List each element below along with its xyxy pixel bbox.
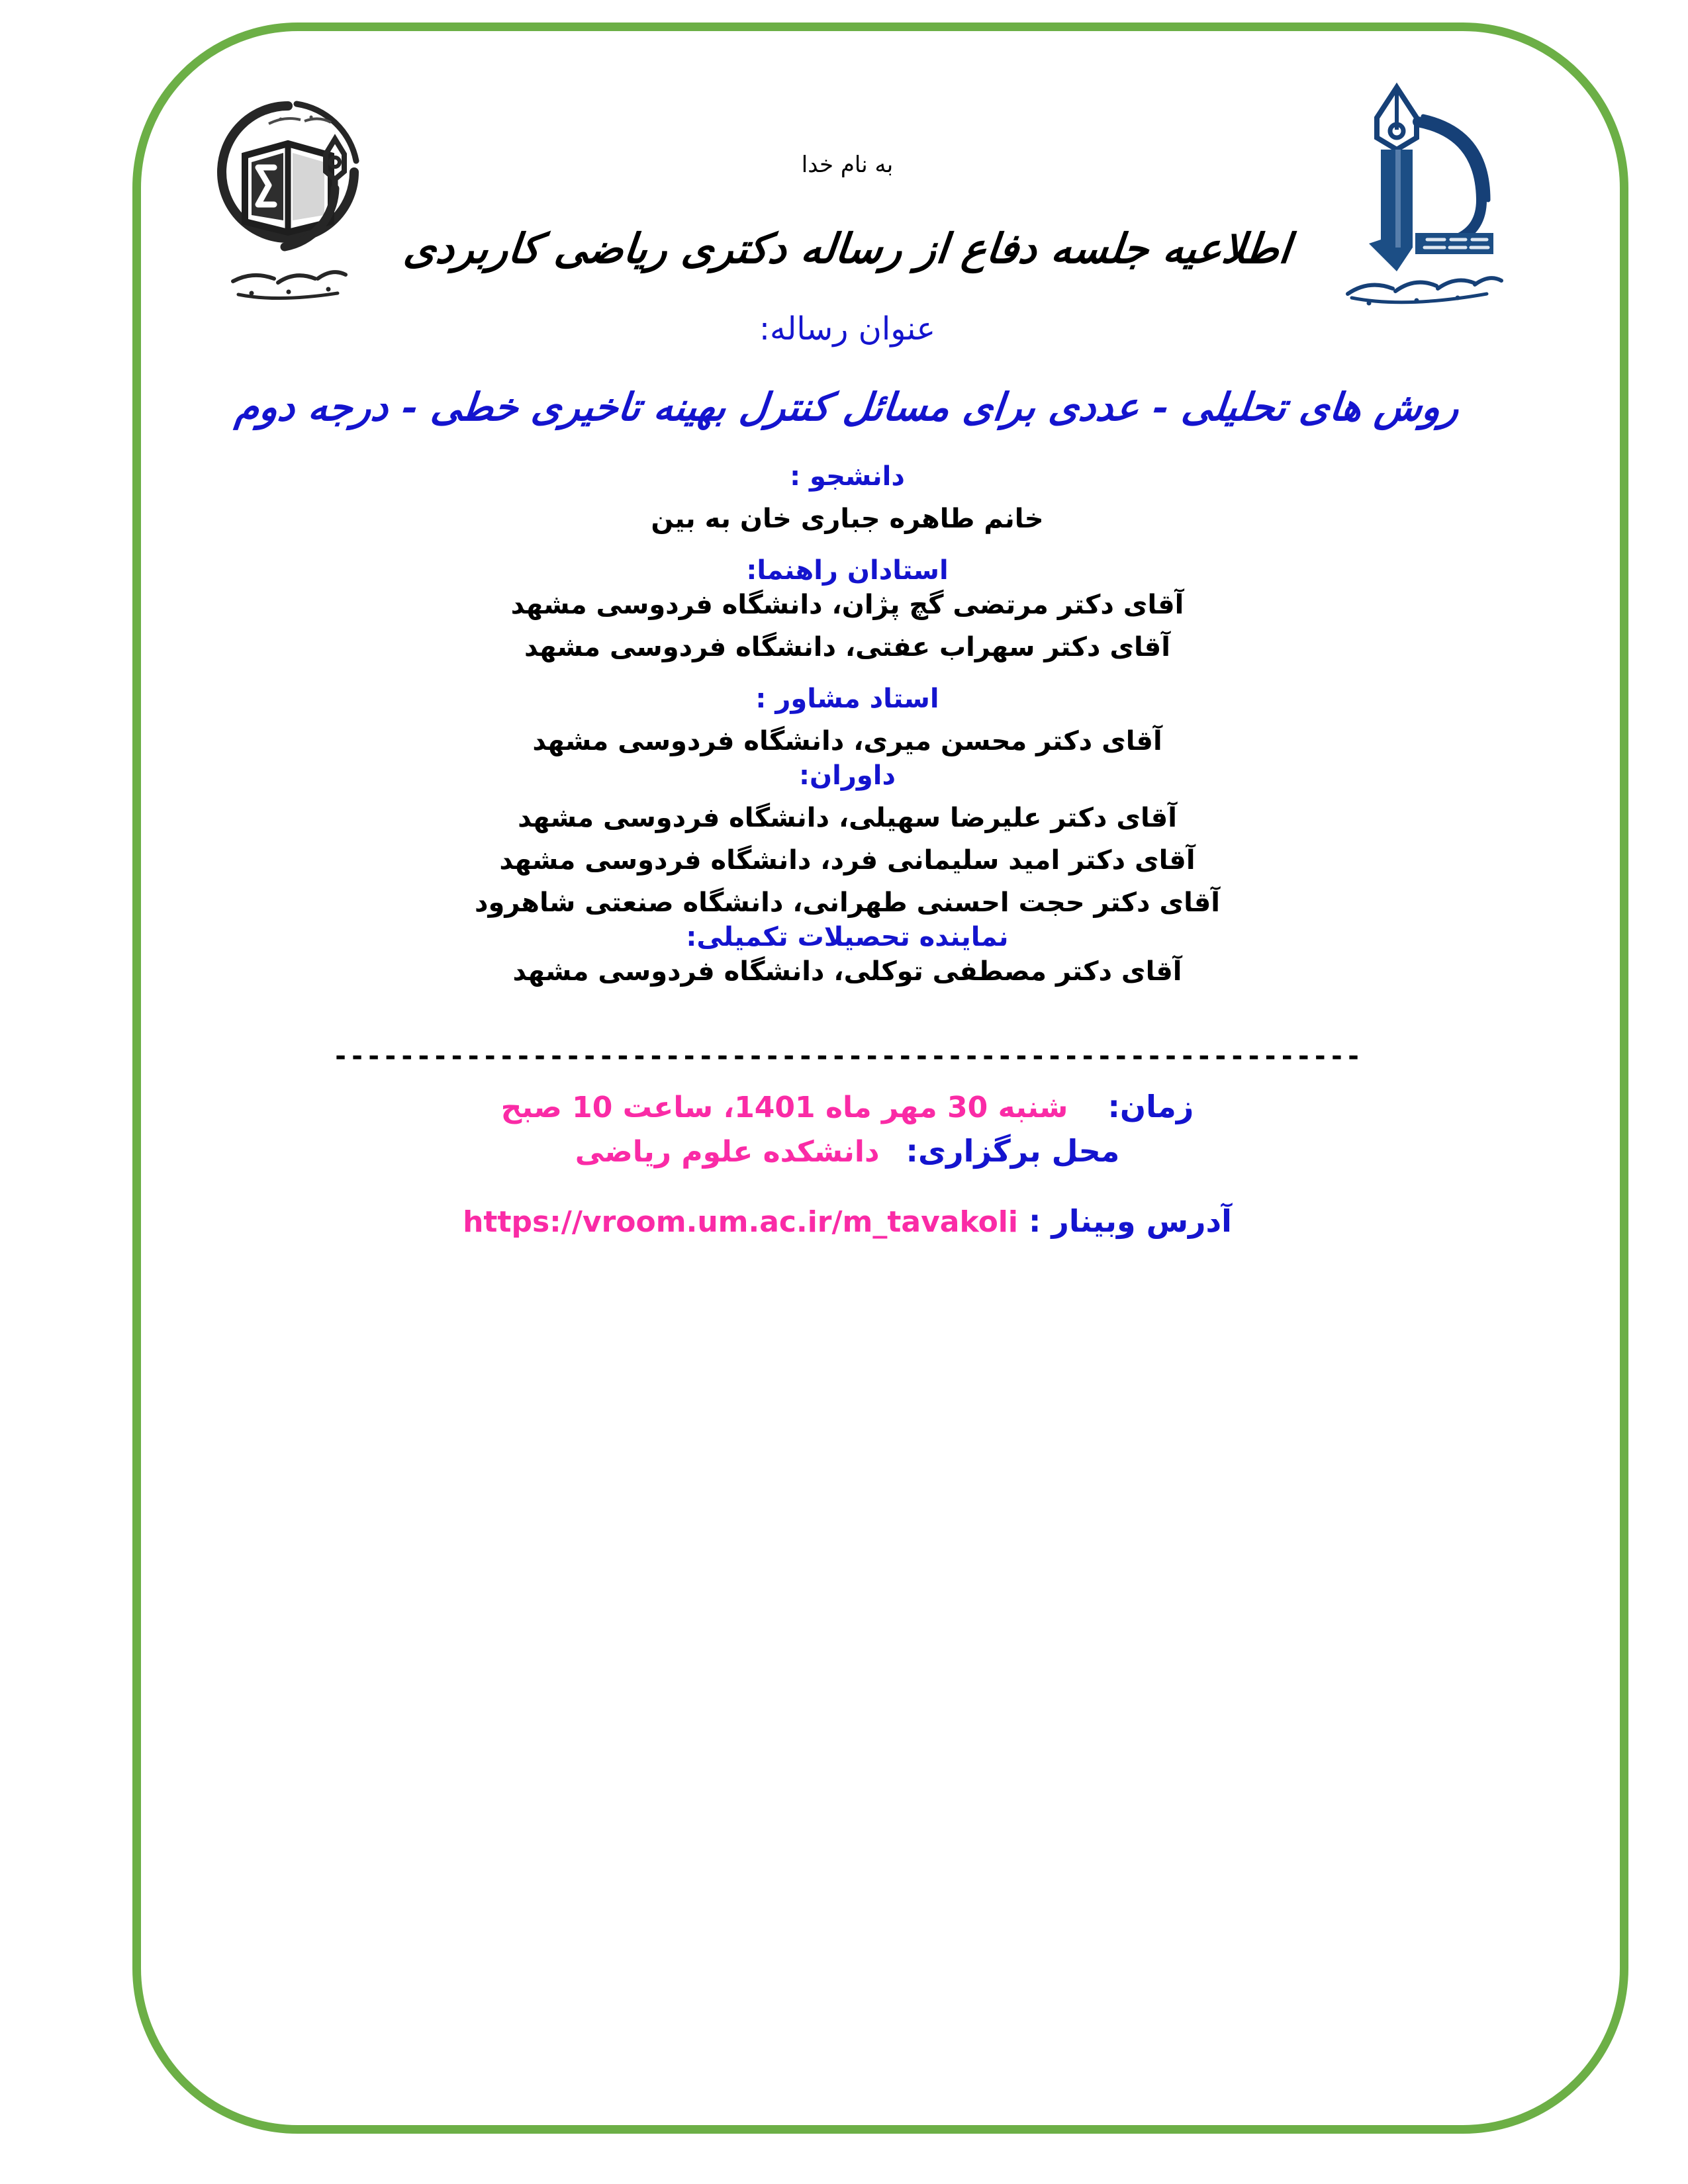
thesis-title-label: عنوان رساله:	[759, 310, 936, 348]
jury-item: آقای دکتر حجت احسنی طهرانی، دانشگاه صنعتی شاهرود	[474, 887, 1221, 918]
venue-label: محل برگزاری:	[906, 1133, 1120, 1169]
supervisor-item: آقای دکتر سهراب عفتی، دانشگاه فردوسی مشهد	[524, 631, 1170, 662]
venue-value: دانشکده علوم ریاضی	[575, 1135, 880, 1169]
student-name: خانم طاهره جباری خان به بین	[651, 503, 1044, 534]
jury-label: داوران:	[799, 760, 896, 791]
jury-item: آقای دکتر امید سلیمانی فرد، دانشگاه فردوسی مشهد	[499, 844, 1196, 876]
webinar-url[interactable]: https://vroom.um.ac.ir/m_tavakoli	[463, 1205, 1018, 1239]
supervisors-label: استادان راهنما:	[746, 555, 949, 586]
graduate-representative-item: آقای دکتر مصطفی توکلی، دانشگاه فردوسی مشهد	[512, 956, 1182, 987]
webinar-label: آدرس وبینار :	[1028, 1203, 1232, 1239]
announcement-title: اطلاعیه جلسه دفاع از رساله دکتری ریاضی کاربردی	[401, 224, 1293, 273]
graduate-representative-label: نماینده تحصیلات تکمیلی:	[686, 921, 1009, 952]
time-value: شنبه 30 مهر ماه 1401، ساعت 10 صبح	[500, 1090, 1068, 1124]
bismillah-text: به نام خدا	[801, 152, 894, 178]
consultant-item: آقای دکتر محسن میری، دانشگاه فردوسی مشهد	[532, 725, 1162, 756]
supervisor-item: آقای دکتر مرتضی گچ پژان، دانشگاه فردوسی مشهد	[510, 589, 1184, 620]
student-label: دانشجو :	[790, 461, 905, 492]
section-divider: --------------------------------------------------------------	[332, 1042, 1362, 1069]
announcement-body	[159, 0, 1536, 1240]
webinar-row	[159, 1204, 1536, 1240]
jury-item: آقای دکتر علیرضا سهیلی، دانشگاه فردوسی مشهد	[518, 802, 1177, 833]
time-label: زمان:	[1107, 1088, 1194, 1124]
time-row	[159, 1089, 1536, 1125]
consultant-label: استاد مشاور :	[755, 683, 939, 714]
thesis-title: روش های تحلیلی - عددی برای مسائل کنترل بهینه تاخیری خطی - درجه دوم	[233, 385, 1462, 430]
venue-row	[159, 1134, 1536, 1169]
